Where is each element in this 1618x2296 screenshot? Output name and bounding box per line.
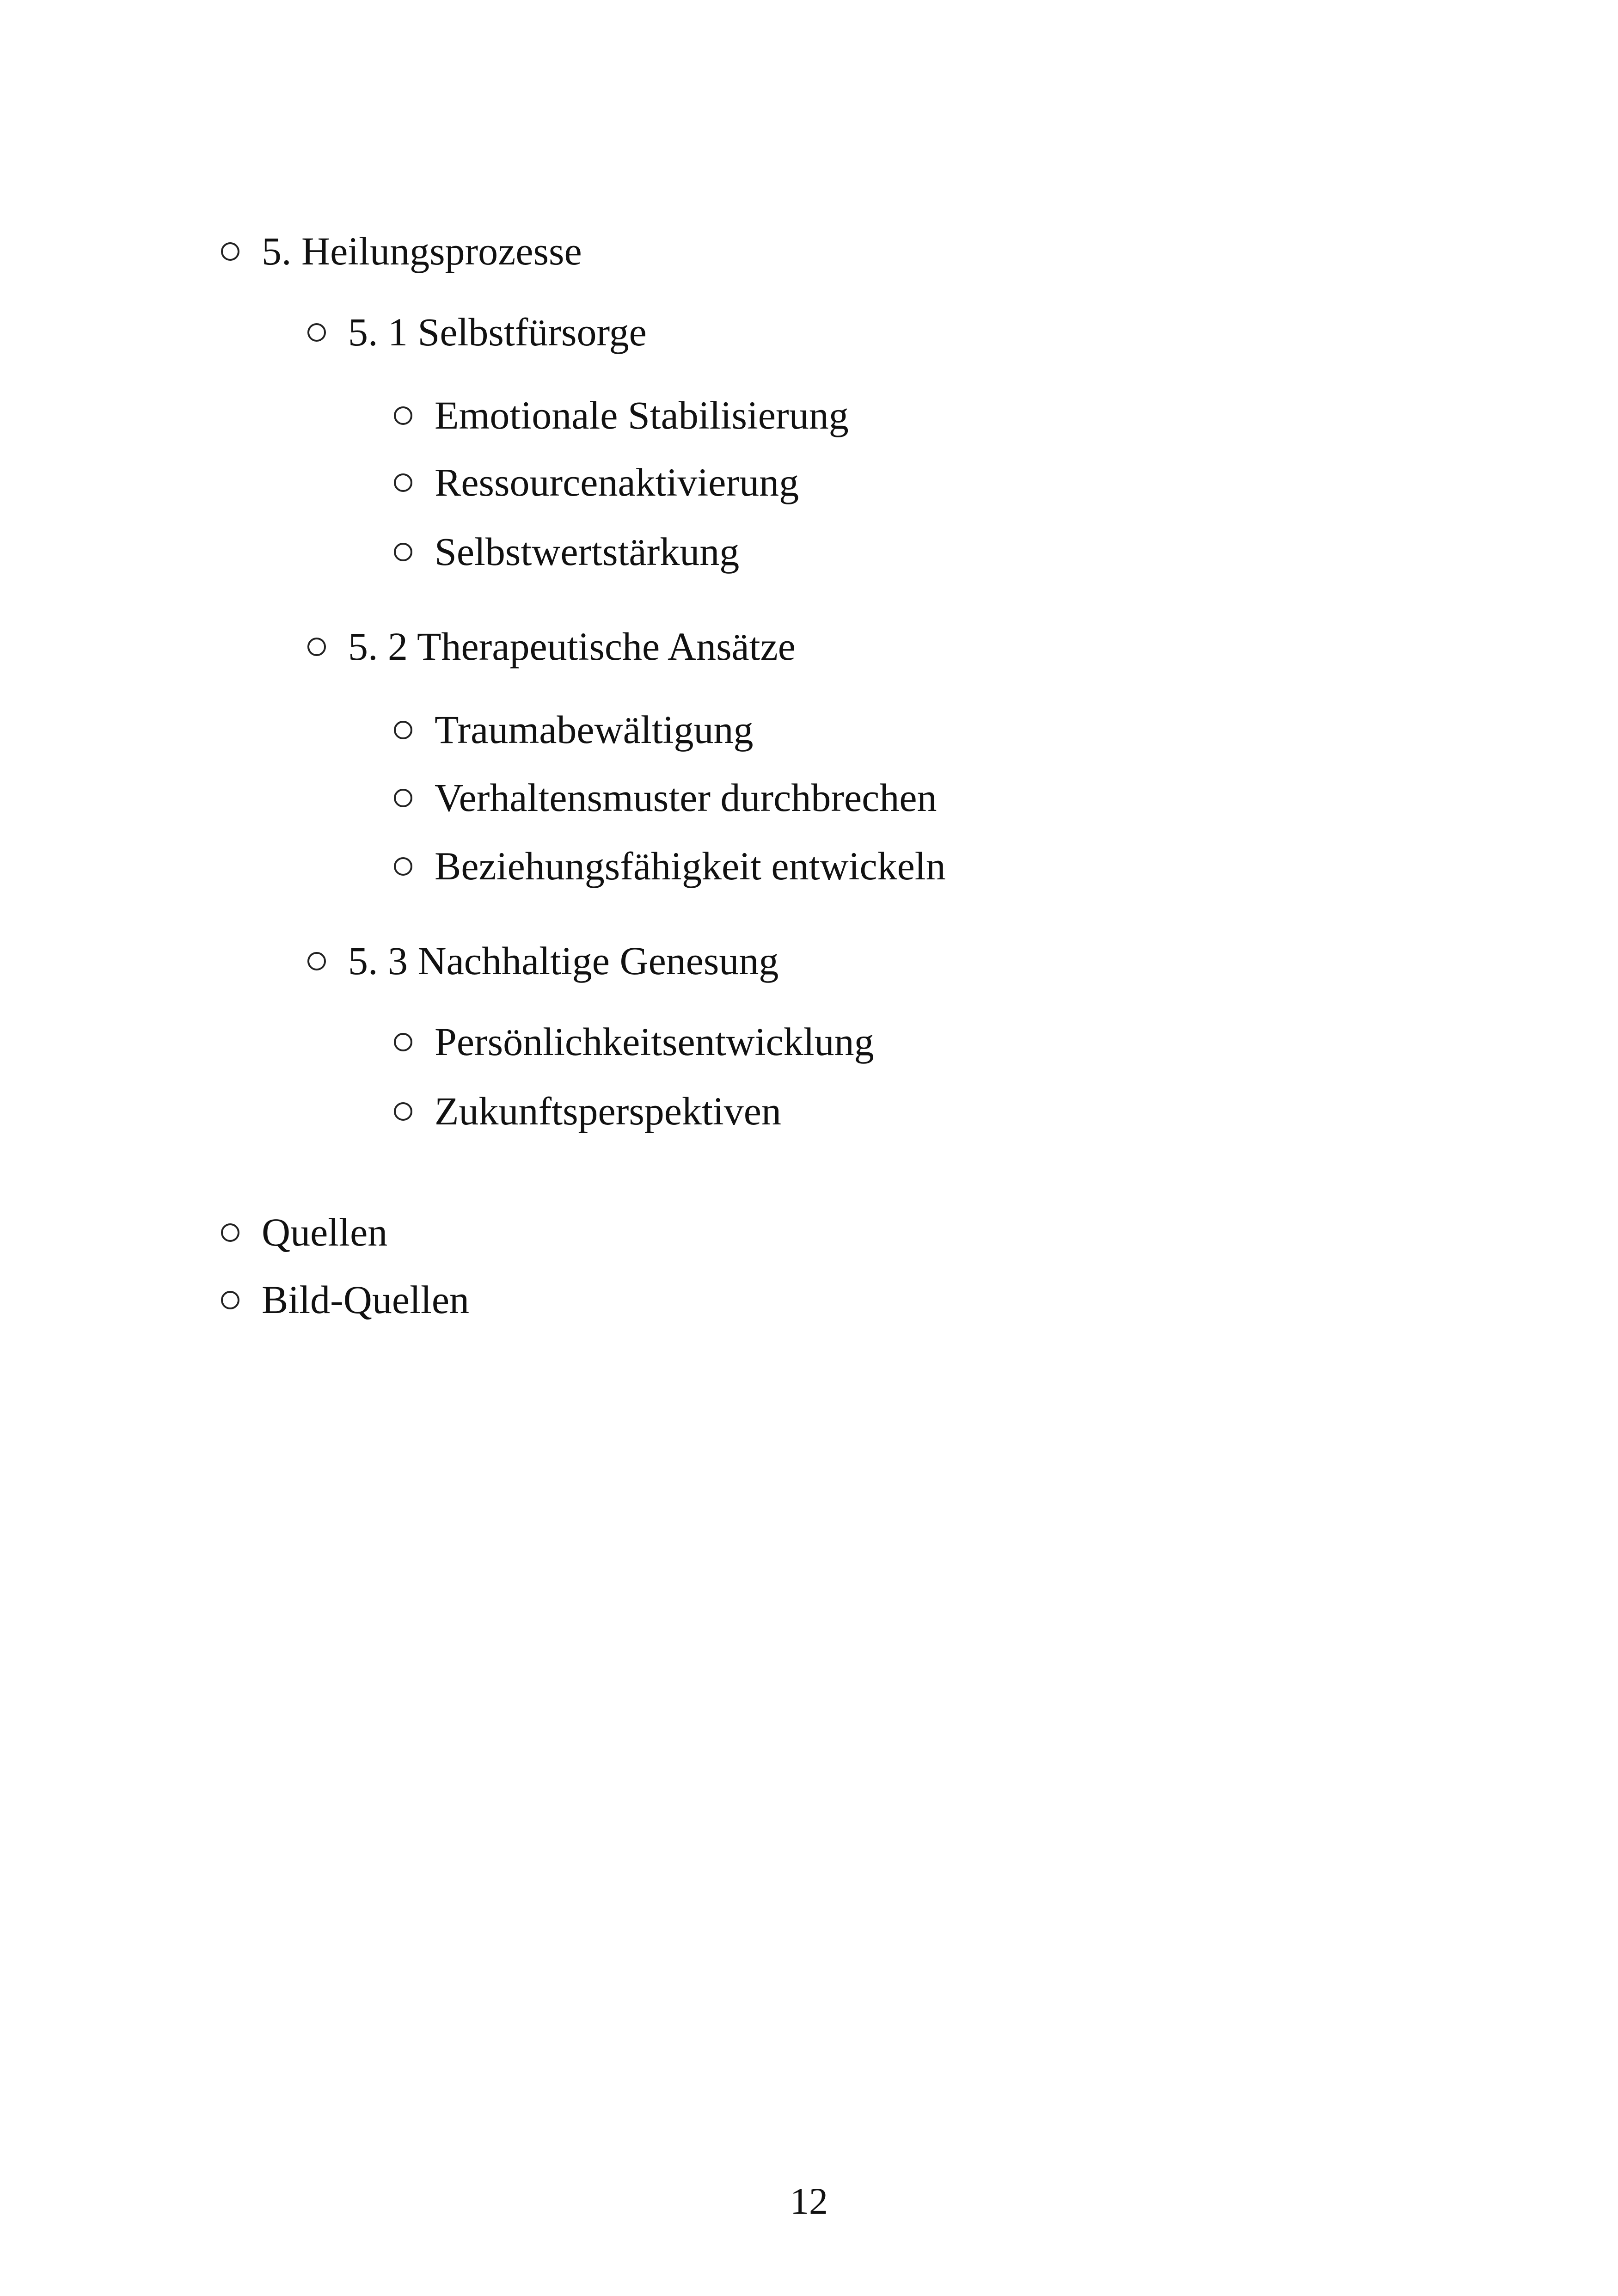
circle-bullet-icon xyxy=(394,789,412,807)
outline-item-label: 5. 3 Nachhaltige Genesung xyxy=(348,939,779,983)
circle-bullet-icon xyxy=(394,406,412,425)
circle-bullet-icon xyxy=(307,638,326,656)
circle-bullet-icon xyxy=(394,857,412,876)
outline-item-label: Ressourcenaktivierung xyxy=(435,460,799,504)
circle-bullet-icon xyxy=(307,952,326,970)
outline-item-label: 5. Heilungsprozesse xyxy=(262,229,582,273)
outline-item-label: Traumabewältigung xyxy=(435,707,754,752)
circle-bullet-icon xyxy=(394,473,412,492)
outline-item-label: 5. 1 Selbstfürsorge xyxy=(348,310,647,354)
circle-bullet-icon xyxy=(394,543,412,561)
circle-bullet-icon xyxy=(307,323,326,342)
outline-item-label: Selbstwertstärkung xyxy=(435,529,740,574)
circle-bullet-icon xyxy=(394,1033,412,1051)
circle-bullet-icon xyxy=(394,721,412,739)
page-number: 12 xyxy=(790,2180,828,2222)
outline-item-label: Bild-Quellen xyxy=(262,1277,470,1322)
outline-item-label: 5. 2 Therapeutische Ansätze xyxy=(348,624,796,669)
outline-item-label: Emotionale Stabilisierung xyxy=(435,393,849,437)
outline-item-label: Quellen xyxy=(262,1210,388,1254)
outline-item-label: Persönlichkeitsentwicklung xyxy=(435,1019,874,1064)
outline-item-label: Beziehungsfähigkeit entwickeln xyxy=(435,844,946,888)
outline-item-label: Zukunftsperspektiven xyxy=(435,1089,781,1133)
circle-bullet-icon xyxy=(221,242,239,261)
outline-item-label: Verhaltensmuster durchbrechen xyxy=(435,775,937,820)
circle-bullet-icon xyxy=(221,1223,239,1242)
circle-bullet-icon xyxy=(221,1291,239,1309)
circle-bullet-icon xyxy=(394,1102,412,1121)
